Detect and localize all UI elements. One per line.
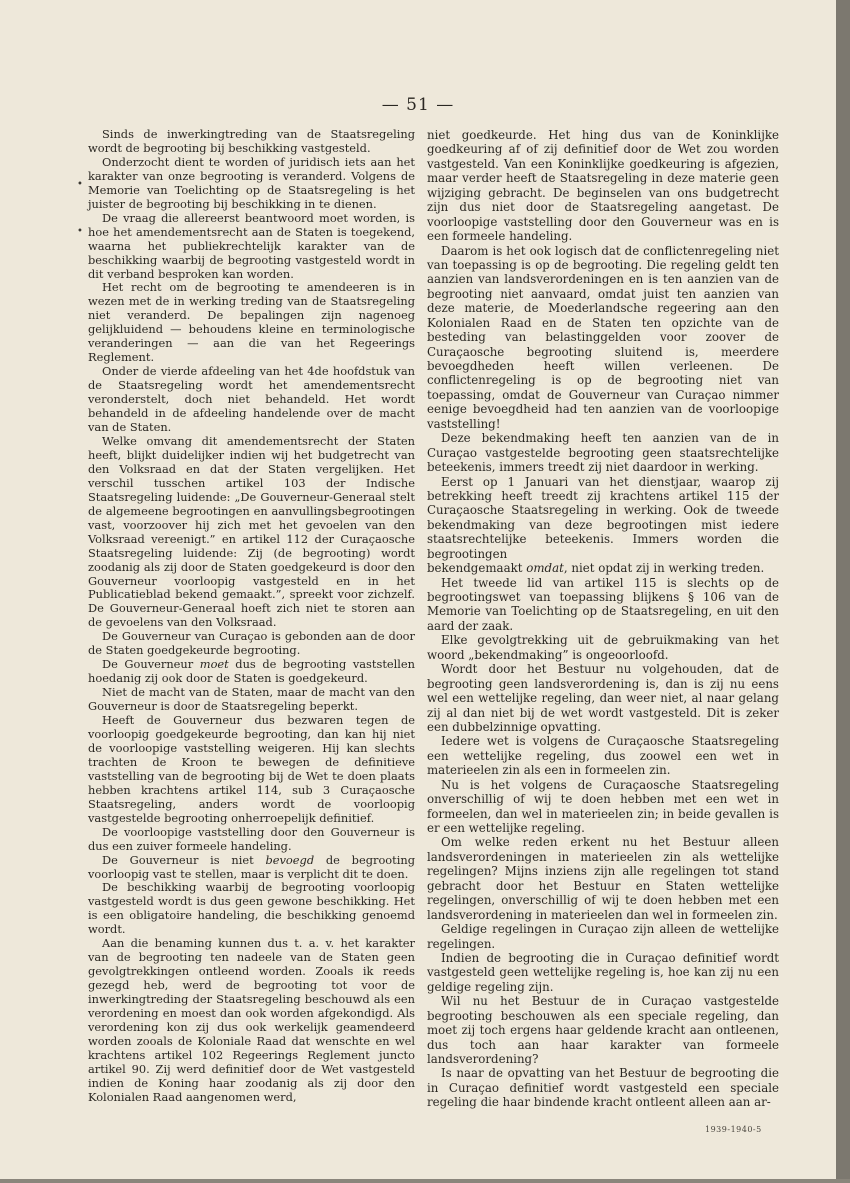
paragraph xyxy=(88,128,415,156)
paragraph-text: Geldige regelingen in Curaçao zijn alleen de wettelijke regelingen. xyxy=(427,922,779,951)
paragraph-text: Iedere wet is volgens de Curaçaosche Staatsregeling een wettelijke regeling, dus zoowel een wet in materieelen zin als een in formeelen zin. xyxy=(427,734,779,778)
right-text-column xyxy=(427,128,779,1110)
paragraph-text: Welke omvang dit amendementsrecht der Staten heeft, blijkt duidelijker indien wij het budgetrecht van den Volksraad en dat der Staten vergelijken. Het verschil tusschen artikel 103 der Indische Staatsregeling luidende: „De Gouverneur-Generaal stelt de algemeene begrootingen en aanvullingsbegrootingen vast, voorzoover hij zich met het gevoelen van den Volksraad vereenigt.” en artikel 112 der Curaçaosche Staatsregeling luidende: Zij (de begrooting) wordt zoodanig als zij door de Staten goedgekeurd is door den Gouverneur voorloopig vastgesteld en in het Publicatieblad bekend gemaakt.”, spreekt voor zichzelf. De Gouverneur-Generaal hoeft zich niet te storen aan de gevoelens van den Volksraad. xyxy=(88,433,415,630)
paragraph-text: dus de begrooting vaststellen hoedanig zij ook door de Staten is goedgekeurd. xyxy=(88,657,415,686)
paragraph xyxy=(88,658,415,686)
page-edge-shadow xyxy=(836,0,850,1183)
bullet-mark-icon: • xyxy=(77,179,83,190)
paragraph xyxy=(427,128,779,244)
emphasis-text: moet xyxy=(199,657,229,672)
paragraph-text: Het recht om de begrooting te amendeeren is in wezen met de in werking treding van de Staatsregeling niet veranderd. De bepalingen zijn nagenoeg gelijkluidend — behoudens kleine en terminologische veranderingen — aan die van het Regeerings Reglement. xyxy=(88,280,415,365)
paragraph-text: Elke gevolgtrekking uit de gebruikmaking van het woord „bekendmaking” is ongeoorloofd. xyxy=(427,633,779,662)
paragraph xyxy=(88,630,415,658)
footer-code: 1939-1940-5 xyxy=(705,1125,762,1134)
paragraph-text: bekendgemaakt xyxy=(427,561,527,576)
paragraph-text: Indien de begrooting die in Curaçao definitief wordt vastgesteld geen wettelijke regeling is, hoe kan zij nu een geldige regeling zijn. xyxy=(427,950,779,994)
paragraph xyxy=(427,778,779,836)
paragraph xyxy=(427,561,779,575)
page-number: — 51 — xyxy=(381,95,455,115)
paragraph-text: de begrooting voorloopig vast te stellen, maar is verplicht dit te doen. xyxy=(88,852,416,881)
paragraph-text: Wordt door het Bestuur nu volgehouden, dat de begrooting geen landsverordening is, dan is zij nu eens wel een wettelijke regeling, dan weer niet, al naar gelang zij al dan niet bij de wet wordt vastgesteld. Dit is zeker een dubbelzinnige opvatting. xyxy=(427,662,779,734)
paragraph-text: Sinds de inwerkingtreding van de Staatsregeling wordt de begrooting bij beschikking vastgesteld. xyxy=(88,127,415,155)
paragraph-text: De Gouverneur xyxy=(102,657,200,672)
paragraph xyxy=(427,633,779,662)
paragraph xyxy=(88,435,415,630)
paragraph-text: Nu is het volgens de Curaçaosche Staatsregeling onverschillig of wij te doen hebben met een wet in formeelen, dan wel in materieelen zin; in beide gevallen is er een wettelijke regeling. xyxy=(427,777,779,835)
paragraph xyxy=(88,937,415,1104)
paragraph xyxy=(427,244,779,432)
paragraph xyxy=(427,475,779,562)
paragraph xyxy=(88,156,415,212)
paragraph xyxy=(427,662,779,734)
paragraph-text: Aan die benaming kunnen dus t. a. v. het karakter van de begrooting ten nadeele van de Staten geen gevolgtrekkingen ontleend worden. Zooals ik reeds gezegd heb, werd de begrooting tot voor de inwerkingtreding der Staatsregeling beschouwd als een verordening en moest dan ook worden afgekondigd. Als verordening kon zij dus ook werkelijk geamendeerd worden zooals de Koloniale Raad dat wenschte en wel krachtens artikel 102 Regeerings Reglement juncto artikel 90. Zij werd definitief door de Wet vastgesteld indien de Koning haar zoodanig als zij door den Kolonialen Raad aangenomen werd, xyxy=(88,936,415,1104)
paragraph xyxy=(88,826,415,854)
paragraph xyxy=(88,365,415,435)
paragraph-text: Niet de macht van de Staten, maar de macht van den Gouverneur is door de Staatsregeling beperkt. xyxy=(88,685,415,714)
paragraph-text: De beschikking waarbij de begrooting voorloopig vastgesteld wordt is dus geen gewone beschikking. Het is een obligatoire handeling, die beschikking genoemd wordt. xyxy=(88,880,415,937)
paragraph xyxy=(88,854,415,882)
emphasis-text: bevoegd xyxy=(265,852,315,867)
paragraph-text: , niet opdat zij in werking treden. xyxy=(563,561,765,576)
paragraph-text: Heeft de Gouverneur dus bezwaren tegen de voorloopig goedgekeurde begrooting, dan kan hij niet de voorloopige vaststelling weigeren. Hij kan slechts trachten de Kroon te bewegen de definitieve vaststelling van de begrooting bij de Wet te doen plaats hebben krachtens artikel 114, sub 3 Curaçaosche Staatsregeling, anders wordt de voorloopig vastgestelde begrooting onherroepelijk definitief. xyxy=(88,713,415,825)
paragraph-text: De Gouverneur is niet xyxy=(102,852,266,867)
paragraph-text: Eerst op 1 Januari van het dienstjaar, waarop zij betrekking heeft treedt zij krachtens artikel 115 der Curaçaosche Staatsregeling in werking. Ook de tweede bekendmaking van deze begrootingen mist iedere staatsrechtelijke beteekenis. Immers worden die begrootingen xyxy=(427,474,779,561)
paragraph xyxy=(88,281,415,365)
emphasis-text: omdat xyxy=(526,561,564,576)
paragraph-text: De vraag die allereerst beantwoord moet worden, is hoe het amendementsrecht aan de Staten is toegekend, waarna het publiekrechtelijk karakter van de beschikking waarbij de begrooting vastgesteld wordt in dit verband besproken kan worden. xyxy=(88,210,415,281)
paragraph-text: Deze bekendmaking heeft ten aanzien van de in Curaçao vastgestelde begrooting geen staatsrechtelijke beteekenis, immers treedt zij niet daardoor in werking. xyxy=(427,431,779,475)
paragraph xyxy=(427,994,779,1066)
paragraph xyxy=(427,1066,779,1109)
paragraph-text: Het tweede lid van artikel 115 is slechts op de begrootingswet van toepassing blijkens § 106 van de Memorie van Toelichting op de Staatsregeling, en uit den aard der zaak. xyxy=(427,575,779,633)
left-text-column xyxy=(88,128,415,1105)
paragraph xyxy=(427,734,779,777)
paragraph xyxy=(427,922,779,951)
paragraph xyxy=(88,686,415,714)
paragraph xyxy=(88,212,415,282)
paragraph xyxy=(427,835,779,922)
paragraph-text: Is naar de opvatting van het Bestuur de begrooting die in Curaçao definitief wordt vastgesteld een speciale regeling die haar bindende kracht ontleent alleen aan ar- xyxy=(427,1066,779,1110)
paragraph xyxy=(427,576,779,634)
paragraph-text: Daarom is het ook logisch dat de conflictenregeling niet van toepassing is op de begrooting. Die regeling geldt ten aanzien van landsverordeningen en is ten aanzien van de begrooting niet aanvaard, omdat juist ten aanzien van deze materie, de Moederlandsche regeering aan den Kolonialen Raad en de Staten ten opzichte van de besteding van belastinggelden voor zoover de Curaçaosche begrooting sluitend is, meerdere bevoegdheden heeft willen verleenen. De conflictenregeling is op de begrooting niet van toepassing, omdat de Gouverneur van Curaçao nimmer eenige bevoegdheid had ten aanzien van de voorloopige vaststelling! xyxy=(427,243,779,431)
paragraph-text: Onderzocht dient te worden of juridisch iets aan het karakter van onze begrooting is veranderd. Volgens de Memorie van Toelichting op de Staatsregeling is het juister de begrooting bij beschikking in te dienen. xyxy=(88,154,415,211)
paragraph-text: Onder de vierde afdeeling van het 4de hoofdstuk van de Staatsregeling wordt het amendementsrecht veronderstelt, doch niet behandeld. Het wordt behandeld in de afdeeling handelende over de macht van de Staten. xyxy=(88,364,415,435)
paragraph xyxy=(427,431,779,474)
page-bottom-edge xyxy=(0,1179,850,1183)
paragraph-text: niet goedkeurde. Het hing dus van de Koninklijke goedkeuring af of zij definitief door de Wet zou worden vastgesteld. Van een Koninklijke goedkeuring is afgezien, maar verder heeft de Staatsregeling in deze materie geen wijziging gebracht. De beginselen van ons budgetrecht zijn dus niet door de Staatsregeling aangetast. De voorloopige vaststelling door den Gouverneur was en is een formeele handeling. xyxy=(427,128,779,244)
paragraph xyxy=(427,951,779,994)
paragraph xyxy=(88,881,415,937)
paragraph-text: Om welke reden erkent nu het Bestuur alleen landsverordeningen in materieelen zin als wettelijke regelingen? Mijns inziens zijn alle regelingen tot stand gebracht door het Bestuur en Staten wettelijke regelingen, onverschillig of wij te doen hebben met een landsverordening in materieelen dan wel in formeelen zin. xyxy=(427,835,779,922)
paragraph xyxy=(88,714,415,826)
paragraph-text: De Gouverneur van Curaçao is gebonden aan de door de Staten goedgekeurde begrooting. xyxy=(88,629,415,658)
bullet-mark-icon: • xyxy=(77,226,83,237)
paragraph-text: De voorloopige vaststelling door den Gouverneur is dus een zuiver formeele handeling. xyxy=(88,824,415,853)
paragraph-text: Wil nu het Bestuur de in Curaçao vastgestelde begrooting beschouwen als een speciale regeling, dan moet zij toch ergens haar geldende kracht aan ontleenen, dus toch aan haar karakter van formeele landsverordening? xyxy=(427,994,779,1066)
